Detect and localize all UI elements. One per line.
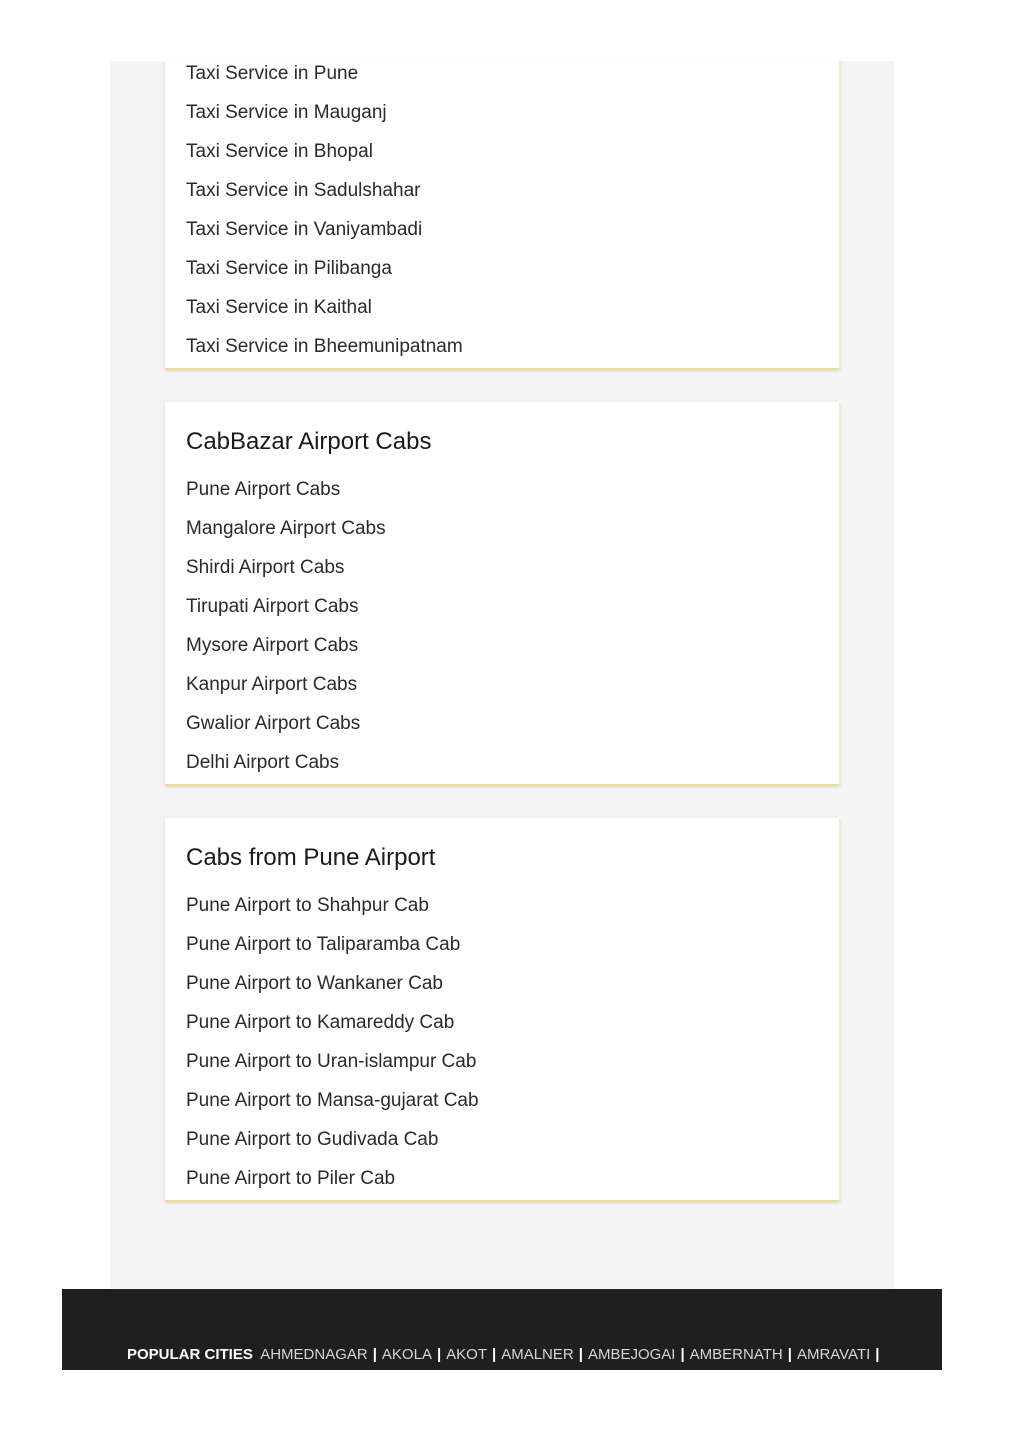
taxi-service-link[interactable]: Taxi Service in Bhopal [186, 141, 373, 162]
airport-cab-link[interactable]: Delhi Airport Cabs [186, 752, 340, 773]
route-cab-link[interactable]: Pune Airport to Wankaner Cab [186, 973, 443, 994]
footer-city-link[interactable]: AKOLA [381, 1346, 432, 1363]
footer-city-link[interactable]: AMBERNATH [689, 1346, 783, 1363]
taxi-service-link[interactable]: Taxi Service in Mauganj [186, 102, 387, 123]
pune-airport-routes-list [186, 892, 818, 1204]
taxi-service-link[interactable]: Taxi Service in Sadulshahar [186, 180, 421, 201]
footer-city-link[interactable]: AMALNER [501, 1346, 574, 1363]
footer-separator: | [436, 1346, 442, 1363]
airport-cabs-list-viewport[interactable] [186, 476, 818, 773]
footer-separator: | [372, 1346, 377, 1363]
footer-separator: | [578, 1346, 583, 1363]
footer-city-link[interactable]: AMBEJOGAI [587, 1346, 676, 1363]
airport-cab-link[interactable]: Kanpur Airport Cabs [186, 674, 358, 695]
route-cab-link[interactable]: Pune Airport to Mansa-gujarat Cab [186, 1090, 479, 1111]
route-cab-link[interactable]: Pune Airport to Gudivada Cab [186, 1129, 439, 1150]
airport-cab-link[interactable]: Tirupati Airport Cabs [186, 596, 359, 617]
airport-cab-link[interactable]: Pune Airport Cabs [186, 479, 341, 500]
route-cab-link[interactable]: Pune Airport to Piler Cab [186, 1168, 396, 1189]
airport-cabs-list [186, 476, 818, 788]
route-cab-link[interactable]: Pune Airport to Taliparamba Cab [186, 934, 461, 955]
taxi-service-link[interactable]: Taxi Service in Kaithal [186, 297, 372, 318]
taxi-service-link[interactable]: Taxi Service in Pilibanga [186, 258, 392, 279]
airport-cabs-title: CabBazar Airport Cabs [186, 428, 432, 455]
footer-separator: | [492, 1346, 497, 1363]
taxi-service-link[interactable]: Taxi Service in Pune [186, 63, 359, 84]
footer-separator: | [875, 1346, 880, 1363]
footer-city-link[interactable]: AMRAVATI [796, 1346, 871, 1363]
airport-cab-link[interactable]: Gwalior Airport Cabs [186, 713, 361, 734]
pune-airport-routes-list-viewport[interactable] [186, 892, 818, 1189]
pune-airport-routes-card [165, 818, 840, 1202]
taxi-service-link[interactable]: Taxi Service in Vaniyambadi [186, 219, 423, 240]
airport-cab-link[interactable]: Mangalore Airport Cabs [186, 518, 386, 539]
footer-city-link[interactable]: AKOT [446, 1346, 487, 1363]
taxi-service-list [186, 60, 818, 372]
footer-city-link[interactable]: AHMEDNAGAR [260, 1346, 368, 1363]
taxi-service-list-viewport[interactable] [186, 61, 818, 357]
pune-airport-routes-title: Cabs from Pune Airport [186, 844, 436, 871]
popular-cities-heading: POPULAR CITIES [127, 1346, 253, 1363]
footer-separator: | [680, 1346, 685, 1363]
taxi-service-link[interactable]: Taxi Service in Bheemunipatnam [186, 336, 463, 357]
footer [62, 1289, 942, 1370]
taxi-service-card [165, 61, 840, 370]
route-cab-link[interactable]: Pune Airport to Kamareddy Cab [186, 1012, 455, 1033]
footer-separator: | [787, 1346, 792, 1363]
airport-cab-link[interactable]: Shirdi Airport Cabs [186, 557, 345, 578]
route-cab-link[interactable]: Pune Airport to Shahpur Cab [186, 895, 429, 916]
route-cab-link[interactable]: Pune Airport to Uran-islampur Cab [186, 1051, 477, 1072]
airport-cab-link[interactable]: Mysore Airport Cabs [186, 635, 359, 656]
airport-cabs-card [165, 402, 840, 786]
popular-cities-line [127, 1345, 884, 1365]
